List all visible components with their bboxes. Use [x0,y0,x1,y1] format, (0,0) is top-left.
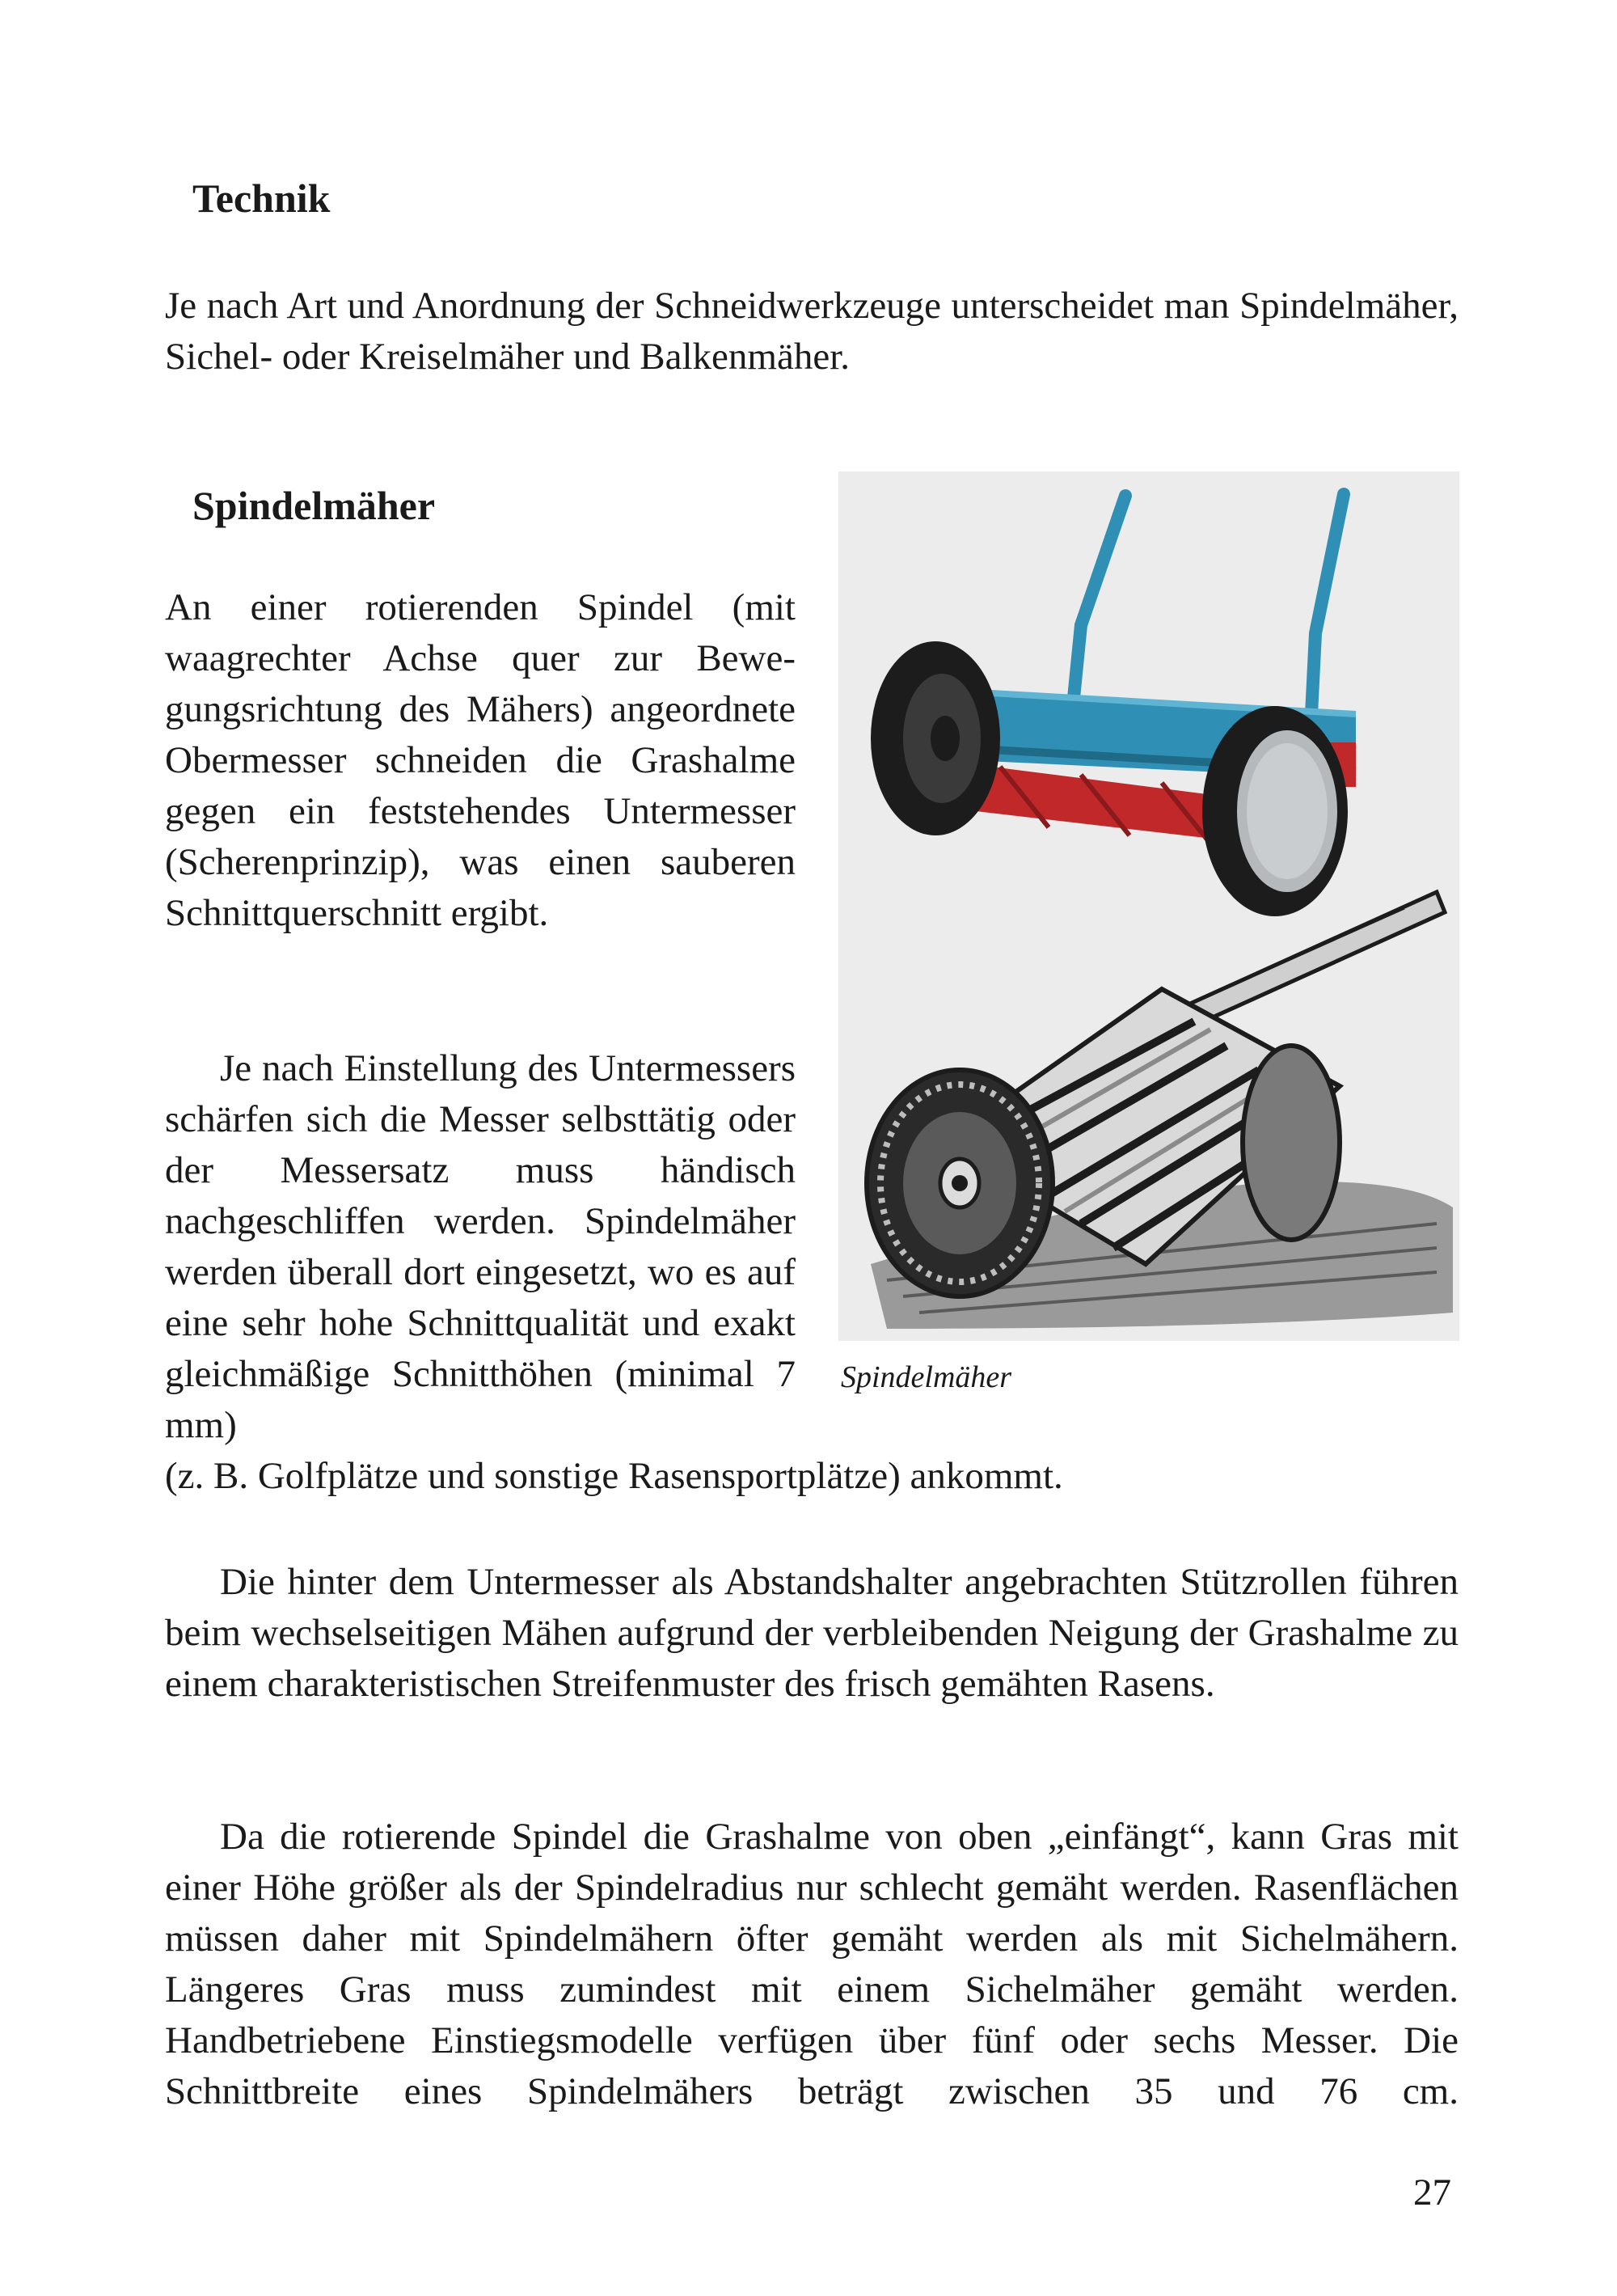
page-number: 27 [1413,2171,1451,2214]
spindel-paragraph-1: An einer rotierenden Spindel (mit waagrechter Achse quer zur Bewegungsrichtung des Mähers) angeordnete Obermesser schneiden die Grashalme gegen ein feststehendes Untermesser (Scherenprinzip), was einen sauberen Schnittquerschnitt ergibt. [165,586,796,934]
modern-reel-mower-image [871,494,1356,916]
figure-caption: Spindelmäher [841,1360,1012,1394]
intro-paragraph: Je nach Art und Anordnung der Schneidwerkzeuge unterscheidet man Spindelmäher, Sichel- oder Kreiselmäher und Balkenmäher. [165,285,1459,378]
vintage-reel-mower-engraving [867,892,1453,1329]
spindel-paragraph-2-continuation: (z. B. Golfplätze und sonstige Rasensportplätze) ankommt. [165,1455,1063,1497]
spindel-paragraph-2: Je nach Einstellung des Untermessers schärfen sich die Messer selbsttätig oder der Messersatz muss händisch nachgeschliffen werden. Spindelmäher werden überall dort eingesetzt, wo es auf eine sehr hohe Schnittqualität und exakt gleichmäßige Schnitthöhen (minimal 7 mm) [165,1047,796,1446]
stuetzrollen-paragraph: Die hinter dem Untermesser als Abstandshalter angebrachten Stützrollen führen beim wechselseitigen Mähen aufgrund der verbleibenden Neigung der Grashalme zu einem charakteristischen Streifenmuster des frisch gemähten Rasens. [165,1561,1459,1705]
subsection-heading-spindelmaeher: Spindelmäher [192,483,436,528]
section-heading-technik: Technik [192,175,331,221]
grashoehe-paragraph: Da die rotierende Spindel die Grashalme von oben „einfängt“, kann Gras mit einer Höhe größer als der Spindelradius nur schlecht gemäht werden. Rasenflächen müssen daher mit Spindelmähern öfter gemäht werden als mit Sichelmähern. Längeres Gras muss zumindest mit einem Sichelmäher gemäht werden. Handbetriebene Einstiegsmodelle verfügen über fünf oder sechs Messer. Die Schnittbreite eines Spindelmähers beträgt zwischen 35 und 76 cm. [165,1816,1459,2112]
reel-mower-illustration [838,471,1459,1341]
